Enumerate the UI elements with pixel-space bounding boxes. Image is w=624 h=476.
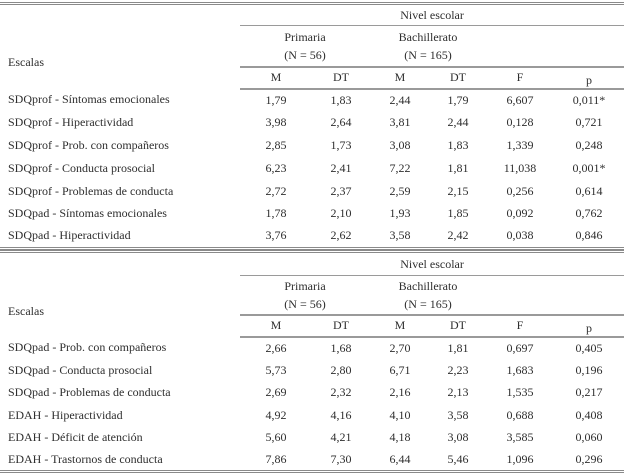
cell-value: 0,248 bbox=[575, 137, 603, 152]
cell-value: 2,70 bbox=[389, 340, 411, 355]
cell-value: 2,10 bbox=[330, 206, 352, 221]
cell-value: 1,81 bbox=[447, 340, 469, 355]
cell-value: 0,688 bbox=[506, 407, 534, 422]
column-header: M bbox=[370, 315, 430, 337]
group-header bbox=[240, 276, 370, 315]
cell-value: 0,196 bbox=[575, 362, 603, 377]
stats-table bbox=[0, 2, 624, 250]
cell-value: 6,607 bbox=[506, 92, 534, 107]
cell-value: 5,73 bbox=[265, 362, 287, 377]
table-row bbox=[0, 134, 624, 157]
scale-label: SDQprof - Síntomas emocionales bbox=[8, 92, 170, 107]
column-header: DT bbox=[312, 67, 370, 89]
cell-value: 3,585 bbox=[506, 430, 534, 445]
cell-value: 0,296 bbox=[575, 452, 603, 466]
column-header: M bbox=[240, 315, 312, 337]
cell-value: 6,71 bbox=[389, 362, 411, 377]
stats-table bbox=[0, 250, 624, 473]
table-row bbox=[0, 449, 624, 472]
cell-value: 3,81 bbox=[389, 115, 411, 130]
cell-value: 2,13 bbox=[447, 385, 469, 400]
cell-value: 6,23 bbox=[265, 160, 287, 175]
cell-value: 0,217 bbox=[575, 385, 603, 400]
cell-value: 0,092 bbox=[506, 206, 534, 221]
level-header: Nivel escolar bbox=[240, 4, 624, 26]
cell-value: 0,038 bbox=[506, 228, 534, 243]
cell-value: 1,79 bbox=[265, 92, 287, 107]
cell-value: 6,44 bbox=[389, 452, 411, 466]
scale-label: EDAH - Hiperactividad bbox=[8, 407, 123, 422]
cell-value: 0,060 bbox=[575, 430, 603, 445]
scale-label: SDQpad - Problemas de conducta bbox=[8, 385, 171, 400]
cell-value: 2,44 bbox=[389, 92, 411, 107]
cell-value: 1,535 bbox=[506, 385, 534, 400]
cell-value: 0,128 bbox=[506, 115, 534, 130]
table-row bbox=[0, 359, 624, 382]
cell-value: 3,58 bbox=[447, 407, 469, 422]
cell-value: 3,08 bbox=[389, 137, 411, 152]
cell-value: 4,92 bbox=[265, 407, 287, 422]
cell-value: 0,001* bbox=[572, 160, 606, 175]
cell-value: 0,405 bbox=[575, 340, 603, 355]
cell-value: 2,32 bbox=[330, 385, 352, 400]
cell-value: 0,256 bbox=[506, 183, 534, 198]
column-header: F bbox=[486, 67, 554, 89]
group-name: Bachillerato bbox=[398, 29, 458, 44]
level-header: Nivel escolar bbox=[240, 252, 624, 276]
cell-value: 2,44 bbox=[447, 115, 469, 130]
cell-value: 0,762 bbox=[575, 206, 603, 221]
scale-label: SDQpad - Síntomas emocionales bbox=[8, 206, 167, 221]
cell-value: 7,30 bbox=[330, 452, 352, 466]
cell-value: 1,85 bbox=[447, 206, 469, 221]
cell-value: 2,85 bbox=[265, 137, 287, 152]
cell-value: 0,011* bbox=[572, 92, 606, 107]
scale-label: SDQprof - Prob. con compañeros bbox=[8, 137, 169, 152]
scale-label: EDAH - Déficit de atención bbox=[8, 430, 143, 445]
table-row bbox=[0, 180, 624, 203]
cell-value: 1,096 bbox=[506, 452, 534, 466]
group-name: Primaria bbox=[284, 278, 326, 293]
cell-value: 11,038 bbox=[503, 160, 537, 175]
cell-value: 2,69 bbox=[265, 385, 287, 400]
cell-value: 4,21 bbox=[330, 430, 352, 445]
cell-value: 0,408 bbox=[575, 407, 603, 422]
group-n: (N = 56) bbox=[284, 47, 326, 62]
cell-value: 1,68 bbox=[330, 340, 352, 355]
table-row bbox=[0, 89, 624, 112]
group-header bbox=[370, 26, 486, 67]
group-header bbox=[240, 26, 370, 67]
scale-label: SDQpad - Conducta prosocial bbox=[8, 362, 153, 377]
column-header: p bbox=[554, 315, 624, 337]
group-n: (N = 56) bbox=[284, 296, 326, 311]
table-row bbox=[0, 202, 624, 225]
cell-value: 0,697 bbox=[506, 340, 534, 355]
column-header: M bbox=[370, 67, 430, 89]
cell-value: 1,339 bbox=[506, 137, 534, 152]
cell-value: 4,18 bbox=[389, 430, 411, 445]
cell-value: 1,73 bbox=[330, 137, 352, 152]
table-row bbox=[0, 404, 624, 427]
table-row bbox=[0, 225, 624, 248]
scale-label: SDQprof - Hiperactividad bbox=[8, 115, 134, 130]
group-header bbox=[370, 276, 486, 315]
cell-value: 1,683 bbox=[506, 362, 534, 377]
blank-header bbox=[486, 276, 624, 315]
cell-value: 2,16 bbox=[389, 385, 411, 400]
group-name: Primaria bbox=[284, 29, 326, 44]
cell-value: 1,93 bbox=[389, 206, 411, 221]
cell-value: 2,37 bbox=[330, 183, 352, 198]
scale-label: SDQprof - Problemas de conducta bbox=[8, 183, 174, 198]
cell-value: 4,16 bbox=[330, 407, 352, 422]
cell-value: 4,10 bbox=[389, 407, 411, 422]
cell-value: 1,79 bbox=[447, 92, 469, 107]
scale-label: SDQpad - Prob. con compañeros bbox=[8, 340, 167, 355]
column-header: p bbox=[554, 67, 624, 89]
cell-value: 2,66 bbox=[265, 340, 287, 355]
column-header: F bbox=[486, 315, 554, 337]
blank-header bbox=[486, 26, 624, 67]
cell-value: 3,98 bbox=[265, 115, 287, 130]
cell-value: 7,86 bbox=[265, 452, 287, 466]
scale-label: SDQpad - Hiperactividad bbox=[8, 228, 131, 243]
table-row bbox=[0, 382, 624, 405]
scales-header: Escalas bbox=[8, 303, 44, 318]
scale-label: SDQprof - Conducta prosocial bbox=[8, 160, 155, 175]
column-header: M bbox=[240, 67, 312, 89]
table-row bbox=[0, 157, 624, 180]
cell-value: 1,83 bbox=[330, 92, 352, 107]
cell-value: 1,78 bbox=[265, 206, 287, 221]
cell-value: 5,46 bbox=[447, 452, 469, 466]
cell-value: 2,59 bbox=[389, 183, 411, 198]
cell-value: 2,15 bbox=[447, 183, 469, 198]
cell-value: 3,76 bbox=[265, 228, 287, 243]
cell-value: 0,721 bbox=[575, 115, 603, 130]
group-n: (N = 165) bbox=[404, 296, 452, 311]
column-header: DT bbox=[430, 67, 486, 89]
group-n: (N = 165) bbox=[404, 47, 452, 62]
table-row bbox=[0, 337, 624, 360]
cell-value: 7,22 bbox=[389, 160, 411, 175]
cell-value: 2,72 bbox=[265, 183, 287, 198]
table-row bbox=[0, 427, 624, 450]
cell-value: 2,23 bbox=[447, 362, 469, 377]
table-row bbox=[0, 111, 624, 134]
cell-value: 2,80 bbox=[330, 362, 352, 377]
cell-value: 3,08 bbox=[447, 430, 469, 445]
cell-value: 2,62 bbox=[330, 228, 352, 243]
cell-value: 2,41 bbox=[330, 160, 352, 175]
scales-header: Escalas bbox=[8, 54, 44, 69]
group-name: Bachillerato bbox=[398, 278, 458, 293]
scale-label: EDAH - Trastornos de conducta bbox=[8, 452, 163, 466]
column-header: DT bbox=[430, 315, 486, 337]
cell-value: 2,42 bbox=[447, 228, 469, 243]
cell-value: 0,614 bbox=[575, 183, 603, 198]
column-header: DT bbox=[312, 315, 370, 337]
cell-value: 0,846 bbox=[575, 228, 603, 243]
cell-value: 2,64 bbox=[330, 115, 352, 130]
cell-value: 3,58 bbox=[389, 228, 411, 243]
cell-value: 5,60 bbox=[265, 430, 287, 445]
cell-value: 1,83 bbox=[447, 137, 469, 152]
cell-value: 1,81 bbox=[447, 160, 469, 175]
